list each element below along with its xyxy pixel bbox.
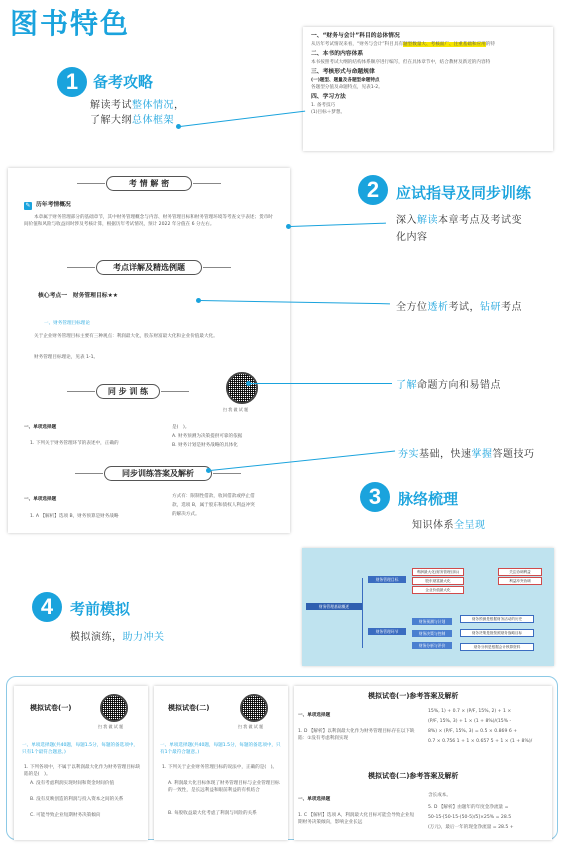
answers-1-cont-2: (P/F, 15%, 3) + 1 × (1 + 8%)/(15% -: [428, 719, 512, 724]
banner-key-points: 考点详解及精选例题: [96, 260, 202, 275]
answers-2-cont-0: 含长成本。: [428, 793, 451, 798]
mindmap-leaf: 关注协调利益: [498, 568, 542, 576]
answer-heading: 一、单项选择题: [24, 497, 57, 502]
mindmap-leaf: 财务分析是根据会计核算资料: [460, 643, 534, 651]
connector-dot: [196, 298, 201, 303]
mindmap-sub: 财务分析与评价: [412, 642, 452, 649]
banner-answers: 同步训练答案及解析: [104, 466, 212, 481]
doc1-list-2: (1)目标＋梦想。: [311, 110, 346, 115]
exam-card-1-q1: 1. 下列各项中，不属于以利润最大化作为财务管理目标缺陷的是( )。: [24, 765, 141, 777]
qr-code-icon[interactable]: [240, 694, 268, 722]
banner-sync-training: 同 步 训 练: [96, 384, 160, 399]
banner-exam-analysis: 考 情 解 密: [106, 176, 192, 191]
section-4-note: 模拟演练，助力冲关: [70, 632, 165, 643]
answers-1-a1: 1. D 【解析】以利润最大化作为财务管理目标存在以下缺陷：①没有考虑利润实现: [298, 729, 415, 741]
mindmap-card: [302, 548, 554, 666]
overview-title: 历年考情概况: [36, 202, 71, 208]
answer-1-cont-1: 方式有：限制性借款，收回借款或停止借: [172, 494, 255, 499]
exam-card-2-title: 模拟试卷(二): [168, 704, 210, 712]
doc-exam-overview: [303, 27, 553, 151]
mindmap-root: 财务管理基础概述: [306, 603, 362, 610]
key-point-subtitle: 一、财务管理目标理论: [44, 321, 90, 326]
key-point-title: 核心考点一 财务管理目标★★: [38, 293, 118, 299]
exam-card-1-title: 模拟试卷(一): [30, 704, 72, 712]
connector-dot: [246, 381, 251, 386]
answers-1-cont-1: 15%, 1) + 0.7 × (P/F, 15%, 2) + 1 ×: [428, 709, 512, 714]
question-1-cont: 是( )。: [172, 425, 190, 430]
question-1-option-a: A. 财务预测为决策提供可靠的依据: [172, 434, 243, 439]
exam-card-1-option-a: A. 没有考虑利润实现时间和资金时间价值: [30, 781, 115, 786]
answers-1-cont-3: 8%) × (P/F, 15%, 3) = 0.5 × 0.869 6 +: [428, 729, 518, 734]
doc1-para-2: 本书按照考试大纲的结构体系顺序进行编写，但在具体章节中，结合教材及新近的内容特: [311, 60, 491, 65]
key-point-para-2: 财务管理目标理论，见表 1-1。: [34, 355, 99, 360]
answers-1-heading: 一、单项选择题: [298, 713, 331, 718]
connector-line: [290, 223, 386, 227]
answer-1-cont-2: 款，选项 B，属于股东和债权人利益冲突: [172, 503, 255, 508]
section-number-4: 4: [32, 592, 62, 622]
mindmap-leaf: 企业价值最大化: [412, 586, 464, 594]
mindmap-leaf: 利益冲突协调: [498, 577, 542, 585]
connector-dot: [176, 124, 181, 129]
mindmap-sub: 财务预测与计划: [412, 618, 452, 625]
mindmap-leaf: 财务决策是指按照财务战略目标: [460, 629, 534, 637]
section-1-note: 解读考试整体情况， 了解大纲总体框架: [90, 100, 185, 126]
section-title-4: 考前模拟: [70, 600, 131, 618]
exam-card-1-option-b: B. 没有反映创造的利润与投入资本之间的关系: [30, 797, 124, 802]
question-1: 1. 下列关于财务管理环节的表述中，正确的: [30, 441, 119, 446]
page-title: 图书特色: [10, 7, 131, 40]
question-heading: 一、单项选择题: [24, 425, 57, 430]
connector-line: [180, 111, 305, 127]
exam-card-2-option-a: A. 利润最大化目标体现了财务管理目标与企业管理目标的一致性，是长远利益和眼前利益的有机结合: [168, 781, 280, 793]
doc1-para-3: 各题型分值及命题特点，见表1-2。: [311, 85, 383, 90]
doc1-para-1: 从历年考试情况来看，“财务与会计”科目具有题型数量大、考核面广、注重基础和应用的特: [311, 42, 495, 47]
qr-code-icon[interactable]: [100, 694, 128, 722]
exam-card-2: [154, 686, 288, 840]
section-number-1: 1: [57, 67, 87, 97]
answers-1-cont-4: 0.7 × 0.756 1 + 1 × 0.657 5 + 1 × (1 + 8%)/: [428, 739, 533, 744]
answers-2-cont-2: 50-15-[50-15-(50-5)/5]×25% = 28.5: [428, 815, 512, 820]
connector-dot: [286, 224, 291, 229]
answers-2-a1: 1. C 【解析】选项 A，利润最大化目标可能会导致企业短期财务决策倾向，影响企业长远: [298, 813, 415, 825]
exam-card-2-q1: 1. 下列关于企业财务管理目标的说法中，正确的是( )。: [162, 765, 278, 770]
annotation-3: 了解命题方向和易错点: [396, 380, 501, 391]
annotation-2: 全方位透析考试，钻研考点: [396, 302, 522, 313]
doc1-subheading: (一)题型、题量及各题型命题特点: [311, 78, 380, 83]
answer-1-cont-3: 的解决方式。: [172, 512, 200, 517]
section-title-3: 脉络梳理: [398, 490, 459, 508]
answer-1: 1. A 【解析】选项 B，财务预算是财务战略: [30, 514, 119, 519]
section-3-note: 知识体系全呈现: [412, 520, 486, 531]
section-number-2: 2: [358, 175, 388, 205]
question-1-option-b: B. 财务计划是财务战略的具体化: [172, 443, 238, 448]
qr-label: 扫 我 做 试 题: [223, 407, 249, 412]
exam-card-1-option-c: C. 可能导致企业短期财务决策倾向: [30, 813, 101, 818]
answers-2-cont-1: 5. D 【解析】由题年的年度金净流量 =: [428, 805, 509, 810]
exam-card-2-option-b: B. 每股收益最大化考虑了利润与风险的关系: [168, 811, 257, 816]
section-title-1: 备考攻略: [93, 73, 154, 91]
connector-line: [250, 383, 392, 384]
answers-2-cont-3: (万元)，最后一年的现金净流量 = 28.5 +: [428, 825, 514, 830]
pencil-icon: ✎: [25, 202, 31, 209]
exam-card-1: [14, 686, 148, 840]
section-title-2: 应试指导及同步训练: [396, 184, 532, 202]
mindmap-node-2: 财务管理环节: [368, 628, 406, 635]
annotation-1: 深入解读本章考点及考试变 化内容: [396, 215, 522, 243]
exam-card-2-heading: 一、单项选择题(共40题，每题1.5分，每题的备选项中，只有1个最符合题意。): [160, 743, 281, 755]
doc1-heading-4: 四、学习方法: [311, 94, 346, 100]
qr-label: 扫 我 做 试 题: [238, 724, 264, 729]
doc1-heading-2: 二、本书的内容体系: [311, 51, 364, 57]
exam-card-1-heading: 一、单项选择题(共40题，每题1.5分，每题的备选项中，只有1个最符合题意。): [22, 743, 139, 755]
overview-para: 本章属于财务管理部分的基础章节，其中财务管理概念与内容、财务管理目标和财务管理环境等考查文字表述；货币时间价值和风险与收益同时涉及考核计算，根据历年考试情况，预计 2022 年分值在 6 分左右。: [24, 215, 273, 227]
qr-code-icon[interactable]: [226, 372, 258, 404]
annotation-4: 夯实基础，快速掌握答题技巧: [398, 449, 535, 460]
key-point-para-1: 关于企业财务管理目标主要有三种观点：利润最大化，股东财富最大化和企业价值最大化。: [34, 334, 218, 339]
mindmap-leaf: 股东财富最大化: [412, 577, 464, 585]
mindmap-sub: 财务决策与控制: [412, 630, 452, 637]
mindmap-leaf: 利润最大化(财务管理目标): [412, 568, 464, 576]
mindmap-leaf: 财务预测是根据财务活动的历史: [460, 615, 534, 623]
mindmap-node-1: 财务管理目标: [368, 576, 406, 583]
doc1-heading-1: 一、“财务与会计”科目的总体情况: [311, 33, 400, 39]
answers-2-heading: 一、单项选择题: [298, 797, 331, 802]
mindmap-branch-line: [362, 578, 363, 648]
doc-chapter-sample: [8, 168, 290, 533]
answers-2-title: 模拟试卷(二)参考答案及解析: [368, 772, 459, 780]
connector-dot: [206, 468, 211, 473]
exam-answers-card: [294, 686, 552, 840]
answers-1-title: 模拟试卷(一)参考答案及解析: [368, 692, 459, 700]
qr-label: 扫 我 做 试 题: [98, 724, 124, 729]
doc1-heading-3: 三、考核形式与命题规律: [311, 69, 375, 75]
section-number-3: 3: [360, 482, 390, 512]
doc1-list-1: 1. 备考技巧: [311, 103, 336, 108]
